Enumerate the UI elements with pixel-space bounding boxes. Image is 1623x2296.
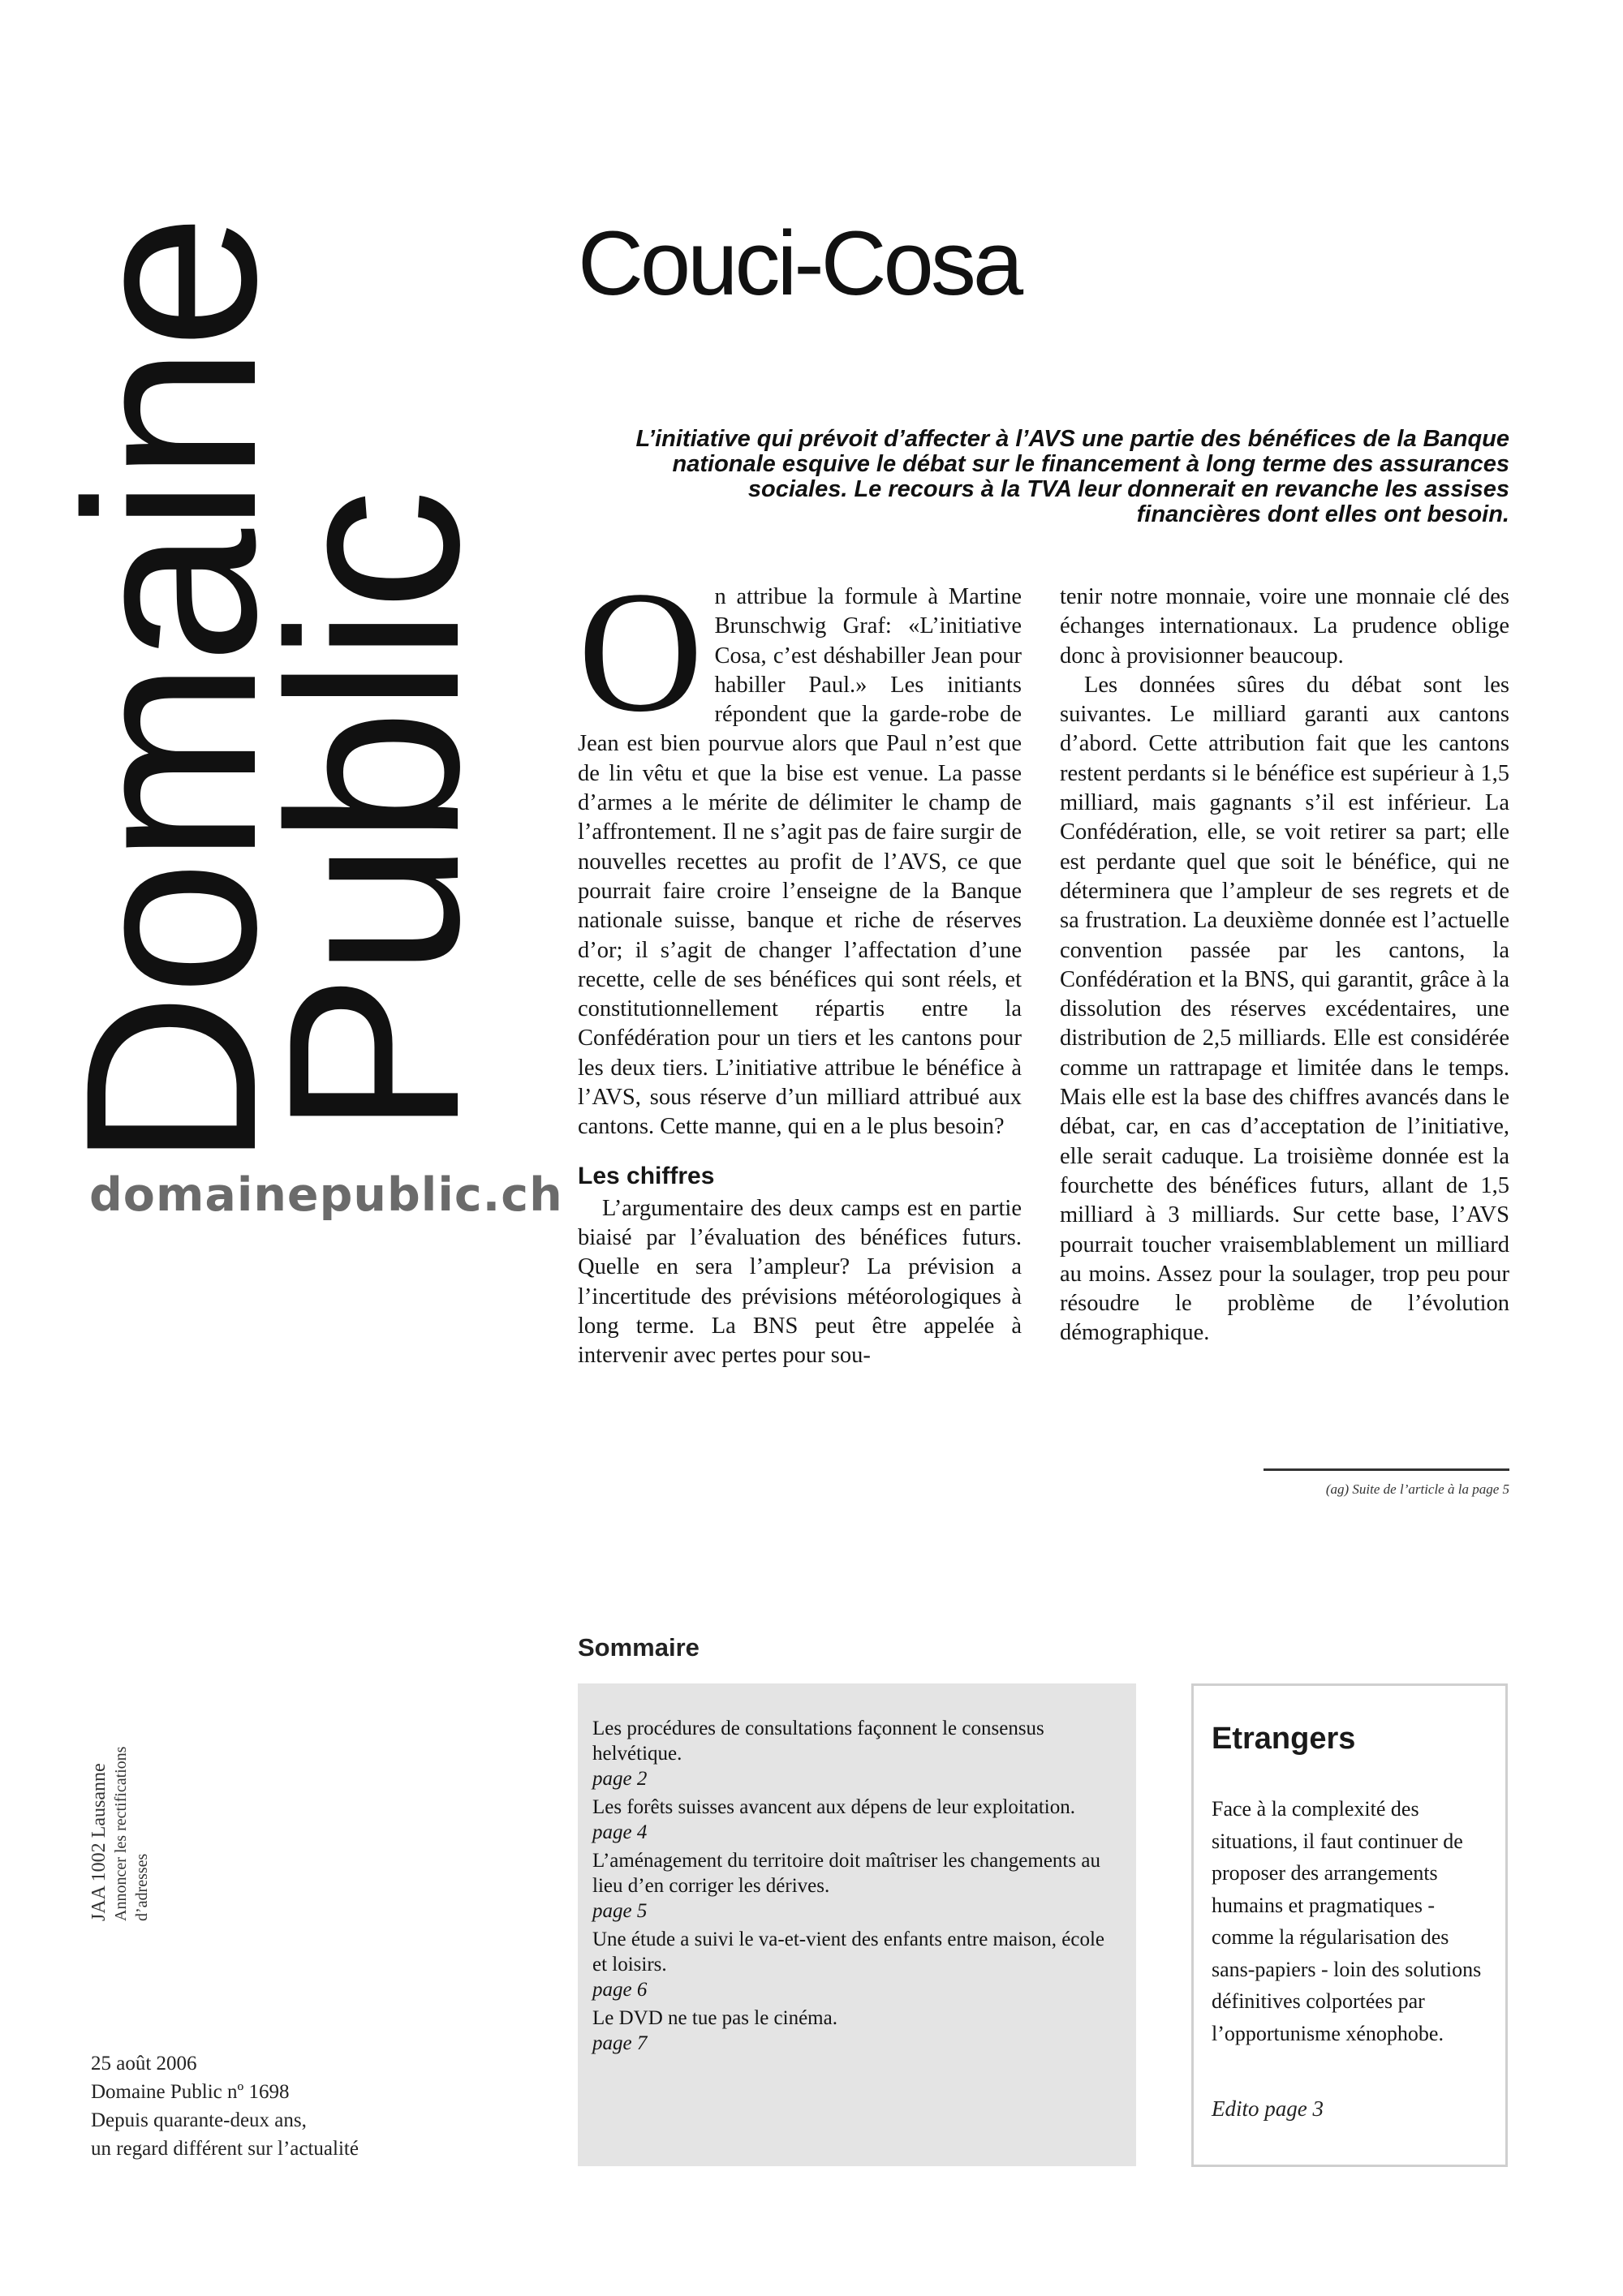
sommaire-box (578, 1683, 1136, 2166)
sommaire-item[interactable] (592, 1795, 1112, 1845)
drop-cap: O (578, 556, 704, 748)
site-url[interactable]: domainepublic.ch (89, 1168, 563, 1222)
sommaire-item-page: page 6 (592, 1979, 648, 2001)
sommaire-item[interactable] (592, 2006, 1112, 2056)
issue-footer (91, 2049, 359, 2163)
sommaire-item-title: L’aménagement du territoire doit maîtriser les changements au lieu d’en corriger les dérives. (592, 1850, 1100, 1897)
sommaire-heading: Sommaire (578, 1633, 700, 1662)
tagline: un regard différent sur l’actualité (91, 2138, 359, 2160)
article-paragraph: Les données sûres du débat sont les suivantes. Le milliard garanti aux cantons d’abord. Cette attribution fait que les cantons restent perdants si le bénéfice est supérieur à 1,5 milliard, mais gagnants s’il est inférieur. La Confédération, elle, se voit retirer sa part; elle est perdante quel que soit le bénéfice, qui ne déterminera que l’ampleur de ses regrets et de sa frustration. La deuxième donnée est l’actuelle convention passée par les cantons, la Confédération et la BNS, qui garantit, grâce à la dissolution des réserves excédentaires, une distribution de 2,5 milliards. Elle est considérée comme un rattrapage et limitée dans le temps. Mais elle est la base des chiffres avancés dans le débat, car, en cas d’acceptation de l’initiative, elle serait caduque. La troisième donnée est la fourchette des bénéfices futurs, allant de 1,5 milliard à 3 milliards. Sur cette base, l’AVS pourrait toucher vraisemblablement un milliard au moins. Assez pour la soulager, trop peu pour résoudre le problème de l’évolution démographique. (1060, 672, 1509, 1346)
sommaire-item[interactable] (592, 1927, 1112, 2002)
article-paragraph: n attribue la formule à Martine Brunschwig Graf: «L’initiative Cosa, c’est déshabiller Jean pour habiller Paul.» Les initiants répondent que la garde-robe de Jean est bien pourvue alors que Paul n’est que de lin vêtu et que la bise est venue. La passe d’armes a le mérite de délimiter le champ de l’affrontement. Il ne s’agit pas de faire surgir de nouvelles recettes au profit de l’AVS, ce que pourrait faire croire l’enseigne de la Banque nationale suisse, banque et riche de réserves d’or; il s’agit de changer l’affectation d’une recette, celle de ses bénéfices qui sont réels, et constitutionnellement répartis entre la Confédération pour un tiers et les cantons pour les deux tiers. L’initiative attribue le bénéfice à l’AVS, sous réserve d’un milliard attribué aux cantons. Cette manne, qui en a le plus besoin? (578, 584, 1022, 1140)
sommaire-item[interactable] (592, 1716, 1112, 1791)
etrangers-edito-link[interactable]: Edito page 3 (1212, 2096, 1324, 2121)
article-lead: L’initiative qui prévoit d’affecter à l’AVS une partie des bénéfices de la Banque nationale esquive le débat sur le financement à long terme des assurances sociales. Le recours à la TVA leur donnerait en revanche les assises financières dont elles ont besoin. (635, 426, 1509, 527)
article-column-1 (578, 556, 1022, 1370)
etrangers-heading: Etrangers (1212, 1722, 1356, 1756)
sommaire-item-page: page 4 (592, 1821, 648, 1843)
etrangers-box (1191, 1683, 1508, 2167)
masthead-domaine: Domaine (34, 217, 307, 1168)
article-paragraph: L’argumentaire des deux camps est en partie biaisé par l’évaluation des bénéfices futurs. Quelle en sera l’ampleur? La prévision a l’incertitude des prévisions météorologiques à long terme. La BNS peut être appelée à intervenir avec pertes pour sou- (578, 1195, 1022, 1369)
sommaire-item-title: Les procédures de consultations façonnent le consensus helvétique. (592, 1718, 1044, 1765)
article-paragraph: tenir notre monnaie, voire une monnaie clé des échanges internationaux. La prudence oblige donc à provisionner beaucoup. (1060, 584, 1509, 669)
postal-line: d’adresses (133, 1853, 151, 1921)
sommaire-item-page: page 7 (592, 2032, 648, 2054)
sommaire-item-page: page 2 (592, 1768, 648, 1790)
signature-rule (1264, 1468, 1509, 1471)
tagline: Depuis quarante-deux ans, (91, 2109, 307, 2131)
postal-line: JAA 1002 Lausanne (88, 1763, 110, 1921)
issue-date: 25 août 2006 (91, 2053, 197, 2075)
article-title: Couci-Cosa (578, 213, 1021, 314)
sommaire-item-title: Les forêts suisses avancent aux dépens de leur exploitation. (592, 1796, 1075, 1818)
article-signature: (ag) Suite de l’article à la page 5 (1325, 1481, 1509, 1497)
issue-number: Domaine Public nº 1698 (91, 2081, 290, 2103)
etrangers-text: Face à la complexité des situations, il faut continuer de proposer des arrangements humains et pragmatiques - comme la régularisation des sans-papiers - loin des solutions définitives colportées par l’opportunisme xénophobe. (1212, 1797, 1482, 2045)
article-subhead: Les chiffres (578, 1162, 715, 1189)
masthead-public: Public (237, 492, 510, 1136)
sommaire-item[interactable] (592, 1848, 1112, 1924)
sommaire-item-title: Une étude a suivi le va-et-vient des enfants entre maison, école et loisirs. (592, 1928, 1105, 1976)
postal-line: Annoncer les rectifications (112, 1746, 130, 1921)
article-column-2 (1060, 583, 1509, 1348)
sommaire-item-page: page 5 (592, 1900, 648, 1922)
sommaire-item-title: Le DVD ne tue pas le cinéma. (592, 2007, 837, 2029)
postal-block (88, 1747, 153, 1921)
